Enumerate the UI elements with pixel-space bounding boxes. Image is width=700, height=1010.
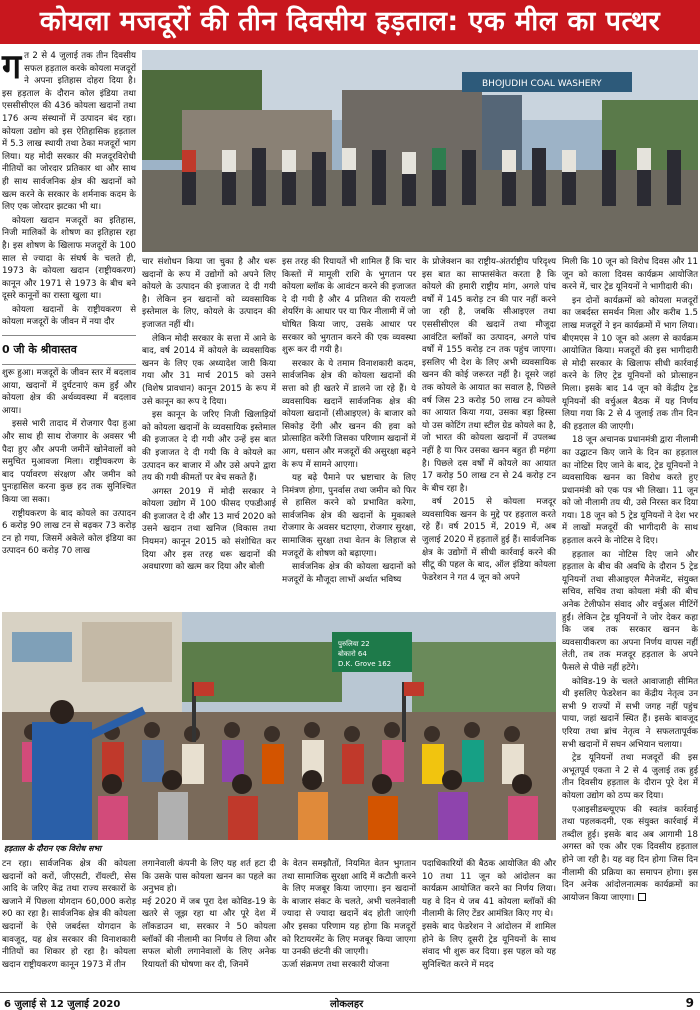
paragraph: इस कानून के जरिए निजी खिलाड़ियों को कोयला खदानों के व्यवसायिक इस्तेमाल की इजाजत दे दी गयी और उन्हें इस बात की इजाजत दे दी गयी कि वे कोयले का उत्पादन कर बाजार में और उसे अपने द्वारा तय की गयी कीमतों पर बेच सकते हैं।: [142, 410, 276, 484]
paragraph: इससे भारी तादाद में रोजगार पैदा हुआ और साथ ही साथ रोजगार के अवसर भी पैदा हुए और अपनी जमीनें खोनेवालों को समुचित मुआवजा मिला। राष्ट्रीयकरण के बाद पर्यावरण संरक्षण और जमीन को पुनःहासिल करना कुछ हद तक सुनिश्चित किया जा सका।: [2, 419, 136, 505]
drop-cap: ग: [2, 47, 22, 87]
paragraph: हड़ताल का नोटिस दिए जाने और हड़ताल के बीच की अवधि के दौरान 5 ट्रेड यूनियनों तथा सीआइएल मैनेजमेंट, संयुक्त सचिव, सचिव तथा कोयला मंत्री की बीच अनेक टेलीफोन संवाद और वर्चुअल मीटिंगें हुईं। लेकिन ट्रेड यूनियनों ने जोर देकर कहा कि जब तक सरकार खनन के व्यवसायीकरण का अपना निर्णय वापस नहीं लेती, तब तक मजदूर हड़ताल के अपने फैसले से पीछे नहीं हटेंगे।: [562, 549, 698, 673]
paragraph: के प्रोजेक्शन का राष्ट्रीय-अंतर्राष्ट्रीय परिदृश्य इस बात का साफ्तसंकेत करता है कि कोयले की हमारी राष्ट्रीय मांग, अगले पांच वर्षों में 145 करोड़ टन की पार नहीं करने जा रही है, जबकि सीआइएल तथा एससीसीएल की खदानें तथा मौजूदा आवंटित ब्लॉकों का उत्पादन, अगले पांच वर्षों में 155 करोड़ टन तक पहुंच जाएगा। इसलिए भी देश के लिए अभी व्यवसायिक खनन की कोई जरूरत नहीं है। दूसरे जहां तक कोयले के आयात का सवाल है, पिछले वर्ष जिस 23 करोड़ 50 लाख टन कोयले का आयात किया गया, उसका बड़ा हिस्सा यो उस कोटिंग तथा स्टील ग्रेड कोयले का है, जो भारत की कोयला खदानों में उपलब्ध नहीं है या फिर उसका खनन बहुत ही महंगा है। पिछले दस वर्षों में कोयले का आयात 17 करोड़ 50 लाख टन से 24 करोड़ टन के बीच रहा है।: [422, 257, 556, 494]
paragraph: टन रहा। सार्वजनिक क्षेत्र की कोयला खदानों को करों, जीएसटी, रॉयल्टी, सेस आदि के जरिए केंद्र तथा राज्य सरकारों के खजाने में पिछला योगदान 60,000 करोड़ रु0 का रहा है। सार्वजनिक क्षेत्र की कोयला खदानों के ऐसे जबर्दस्त योगदान के बावजूद, यह क्षेत्र सरकार की विनाशकारी नीतियों का शिकार हो रहा है। कोयला खदान राष्ट्रीयकरण कानून 1973 में तीन: [2, 859, 136, 970]
divider: [2, 364, 136, 365]
sign-text-line: बोकारो 64: [338, 650, 367, 658]
column-bottom-2: [142, 858, 276, 988]
paragraph: के वेतन समझौतों, नियमित वेतन भुगतान तथा सामाजिक सुरक्षा आदि में कटौती करने के लिए मजबूर किया जाएगा। इन खदानों के बाजार संकट के चलते, अभी चलनेवाली ज्यादा से ज्यादा खदानें बंद होती जाएंगी और इसका परिणाम यह होगा कि मजदूरों को रिटायरमेंट के लिए मजबूर किया जाएगा या उनकी छंटनी की जाएगी। ऊर्जा संक्रमण तथा सरकारी योजना: [282, 859, 416, 970]
paragraph: ट्रेड यूनियनों तथा मजदूरों की इस अभूतपूर्व एकता ने 2 से 4 जुलाई तक हुई तीन दिवसीय हड़ताल के दौरान पूरे देश में कोयला उद्योग को ठप्प कर दिया।: [562, 753, 698, 801]
issue-date: 6 जुलाई से 12 जुलाई 2020: [4, 999, 121, 1010]
paragraph: सार्वजनिक क्षेत्र की कोयला खदानों को मजदूरों के मौजूदा लाभों अर्थात भविष्य: [282, 562, 416, 585]
page-footer: [0, 992, 700, 1010]
sign-text-line: पुरुलिया 22: [338, 640, 370, 648]
photo-protest-meeting: [2, 612, 556, 840]
paragraph: इन दोनों कार्यक्रमों को कोयला मजदूरों का जबर्दस्त समर्थन मिला और करीब 1.5 लाख मजदूरों ने इन कार्यक्रमों में भाग लिया। बीएमएस ने 10 जून को अलग से कार्यक्रम आयोजित किया। मजदूरों की इस भागीदारी से मोदी सरकार के खिलाफ सीधी कार्रवाई करने के लिए ट्रेड यूनियनों को प्रोत्साहन मिला। इसके बाद 14 जून को केंद्रीय ट्रेड यूनियनों की वर्चुअल बैठक में यह निर्णय लिया गया कि 2 से 4 जुलाई तक तीन दिन की हड़ताल की जाएगी।: [562, 295, 698, 432]
newspaper-name: लोकलहर: [330, 999, 364, 1010]
paragraph: लेकिन मोदी सरकार के सत्ता में आने के बाद, वर्ष 2014 में कोयले के व्यवसायिक खनन के लिए एक अध्यादेश जारी किया गया और 31 मार्च 2015 को उसने (विशेष प्रावधान) कानून 2015 के रूप में उसे कानून का रूप दे दिया।: [142, 333, 276, 407]
paragraph: 18 जून अचानक प्रधानमंत्री द्वारा नीलामी का उद्घाटन किए जाने के दिन का हड़ताल का नोटिस दिए जाने के बाद, ट्रेड यूनियनों ने व्यवसायिक खनन का विरोध करते हुए प्रधानमंत्री को एक पत्र भी लिखा। 11 जून को जो नीलामी तय थी, उसे निरस्त कर दिया गया। 18 जून को 5 ट्रेड यूनियनों ने देश भर में लाखों मजदूरों की भागीदारी के साथ हड़ताल करने के नोटिस दे दिए।: [562, 435, 698, 547]
paragraph: कोयला खदानों के राष्ट्रीयकरण से कोयला मजदूरों के जीवन में नया दौर: [2, 304, 136, 328]
paragraph: पदाधिकारियों की बैठक आयोजित की और 10 तथा 11 जून को आंदोलन का कार्यक्रम आयोजित करने का निर्णय लिया। यह वे दिन थे जब 41 कोयला ब्लॉकों की नीलामी के लिए टेंडर आमंत्रित किए गए थे। इसके बाद फेडरेशन ने आंदोलन में शामिल होने के लिए दूसरी ट्रेड यूनियनों के साथ संवाद भी शुरू कर दिया। इस पहल को यह सुनिश्चित करने में मदद: [422, 859, 556, 970]
page-number: 9: [685, 996, 694, 1010]
paragraph: अगस्त 2019 में मोदी सरकार ने कोयला उद्योग में 100 फीसद एफडीआई की इजाजत दे दी और 13 मार्च 2020 को उसने खदान तथा खनिज (विकास तथा नियमन) कानून 2015 को संशोधित कर दिया और इस तरह धरू खदानों की अवधारणा को खत्म कर दिया और बोली: [142, 486, 276, 573]
photo-caption: हड़ताल के दौरान एक विरोध सभा: [4, 844, 102, 853]
paragraph-text: एआइसीडब्ल्यूएफ की स्वतंत्र कार्रवाई तथा पहलकदमी, एक संयुक्त कार्रवाई में तब्दील हुई। इसके बाद अब आगामी 18 अगस्त को एक और एक दिवसीय हड़ताल होने जा रही है। यह वह दिन होगा जिस दिन नीलामी की प्रक्रिया का समापन होगा। इस दिन अनेक आंदोलनात्मक कार्यक्रमों का आयोजन किया जाएगा।: [562, 804, 698, 903]
column-1: [2, 47, 137, 557]
paragraph: लगानेवाली कंपनी के लिए यह शर्त हटा दी कि उसके पास कोयला खनन का पहले का अनुभव हो। मई 2020 में जब पूरा देश कोविड-19 के खतरे से जूझ रहा था और पूरे देश में लॉकडाउन था, सरकार ने 50 कोयला ब्लॉकों की नीलामी का निर्णय ले लिया और सफल बोली लगानेवालों के लिए अनेक रियायतों की घोषणा कर दी, जिनमें: [142, 859, 276, 970]
column-bottom-1: [2, 858, 136, 988]
sign-text-line: D.K. Grove 162: [338, 660, 392, 668]
paragraph: शुरू हुआ। मजदूरों के जीवन स्तर में बदलाव आया, खदानों में दुर्घटनाएं कम हुईं और कोयला क्षेत्र की अर्थव्यवस्था में बदलाव आया।: [2, 368, 137, 416]
paragraph: यह बढ़े पैमाने पर भ्रष्टाचार के लिए निमंत्रण होगा, पुनर्वास तथा जमीन को फिर से हासिल करने को प्रभावित करेगा, सार्वजनिक क्षेत्र की खदानों के मुकाबले रोजगार के अवसर घटाएगा, रोजगार सुरक्षा, सामाजिक सुरक्षा तथा वेतन के लिहाज से मजदूरों के शोषण को बढ़ाएगा।: [282, 473, 416, 559]
paragraph: मिली कि 10 जून को विरोध दिवस और 11 जून को काला दिवस कार्यक्रम आयोजित करने में, चार ट्रेड यूनियनों ने भागीदारी की।: [562, 257, 698, 293]
paragraph: चार संशोधन किया जा चुका है और धरू खदानों के रूप में उद्योगों को अपने लिए कोयले के उत्पादन की इजाजत दे दी गयी है। लेकिन इन खदानों को व्यवसायिक इस्तेमाल के लिए, कोयले के उत्पादन की इजाजत नहीं थी।: [142, 257, 276, 330]
column-3: [282, 256, 416, 608]
paragraph: कोविड-19 के चलते आवाजाही सीमित थी इसलिए फेडरेशन का केंद्रीय नेतृत्व उन सभी 9 राज्यों में सभी जगह नहीं पहुंच पाया, जहां खदानें स्थित हैं। इसके बावजूद एरिया तथा ब्रांच नेतृत्व ने सफलतापूर्वक सभी खदानों में सघन अभियान चलाया।: [562, 676, 698, 750]
headline: कोयला मजदूरों की तीन दिवसीय हड़ताल: एक मील का पत्थर: [0, 0, 700, 44]
column-2: [142, 256, 276, 608]
column-bottom-4: [422, 858, 556, 988]
paragraph: सरकार के ये तमाम विनाशकारी कदम, सार्वजनिक क्षेत्र की कोयला खदानों की सत्ता को ही खतरे में डालने जा रहे हैं। ये व्यवसायिक खदानें सार्वजनिक क्षेत्र की कोयला खदानों (सीआइएल) के बाजार को सिकोड़ देंगी और खनन की हवा को प्रोत्साहित करेंगी जिसका परिणाम खदानों में आग, धसान और मजदूरों की असुरक्षा बढ़ने के रूप में सामने आएगा।: [282, 358, 416, 470]
end-mark-icon: [638, 893, 646, 901]
column-bottom-3: [282, 858, 416, 988]
paragraph: त 2 से 4 जुलाई तक तीन दिवसीय सफल हड़ताल करके कोयला मजदूरों ने अपना इतिहास दोहरा दिया है। इस हड़ताल के दौरान कोल इंडिया तथा एससीसीएल की 436 कोयला खदानों तथा 176 अन्य संस्थानों में उत्पादन बंद रहा। कोयला उद्योग को इस ऐतिहासिक हड़ताल में 5.3 लाख स्थायी तथा ठेका मजदूरों भाग लिया। यह मोदी सरकार की मजदूरविरोधी नीतियों का जोरदार प्रतिकार था और साथ ही साथ सार्वजनिक क्षेत्र की खदानों को खत्म करने के सरकार के शर्मनाक कदम के लिए एक जोरदार झटका भी था।: [2, 51, 136, 213]
paragraph: राष्ट्रीयकरण के बाद कोयले का उत्पादन 6 करोड़ 90 लाख टन से बढ़कर 73 करोड़ टन हो गया, जिसमें अकेले कोल इंडिया का उत्पादन 60 करोड़ 70 लाख: [2, 508, 136, 557]
column-4: [422, 256, 556, 608]
photo-workers-protest: [142, 50, 698, 252]
divider: [2, 335, 136, 336]
column-5: [562, 256, 698, 990]
paragraph: इस तरह की रियायतें भी शामिल हैं कि चार किस्तों में मामूली राशि के भुगतान पर कोयला ब्लॉक के आवंटन करने की इजाजत दे दी गयी है और 4 प्रतिशत की रायल्टी शेयरिंग के आधार पर या फिर नीलामी में जो घोषित किया जाए, उसके आधार पर सरकार को भुगतान करने की एक व्यवस्था शुरू कर दी गयी है।: [282, 257, 416, 356]
paragraph: वर्ष 2015 से कोयला मजदूर व्यवसायिक खनन के मुद्दे पर हड़ताल करते रहे हैं। वर्ष 2015 में, 2019 में, अब जुलाई 2020 में हड़तालें हुई हैं। सार्वजनिक क्षेत्र के उद्योगों में सीधी कार्रवाई करने की सीटू की पहल के बाद, ऑल इंडिया कोयला फेडरेशन ने गत 4 जून को अपने: [422, 497, 556, 583]
byline: 0 जी के श्रीवास्तव: [2, 343, 77, 357]
paragraph: [562, 804, 698, 905]
sign-text: BHOJUDIH COAL WASHERY: [482, 79, 602, 89]
paragraph: कोयला खदान मजदूरों का इतिहास, निजी मालिकों के शोषण का इतिहास रहा है। इस शोषण के खिलाफ मजदूरों के 100 साल से ज्यादा के संघर्ष के चलते ही, 1973 के कोयला खदान (राष्ट्रीयकरण) कानून और 1971 से 1973 के बीच बने दूसरे कानूनों का रास्ता खुला था।: [2, 215, 136, 302]
